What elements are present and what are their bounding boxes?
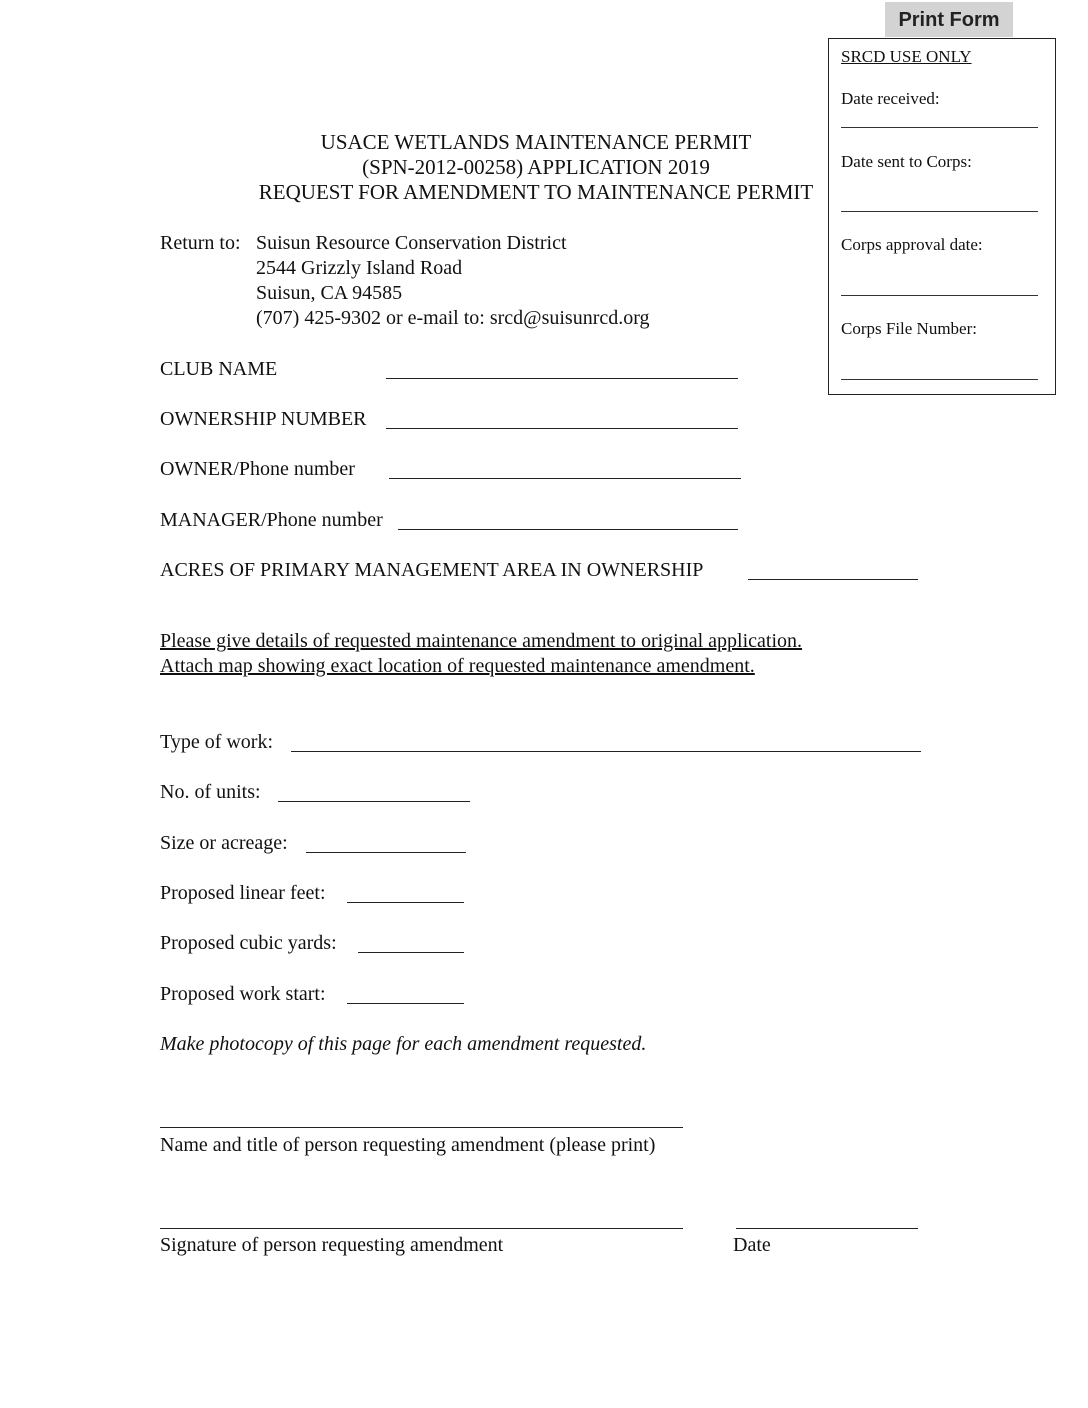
acres-label: ACRES OF PRIMARY MANAGEMENT AREA IN OWNERSHIP	[160, 559, 704, 581]
corps-file-number-field[interactable]	[841, 379, 1038, 380]
signature-label: Signature of person requesting amendment	[160, 1234, 504, 1256]
date-label: Date	[733, 1234, 771, 1256]
cubic-yards-field[interactable]	[358, 952, 464, 953]
type-of-work-label: Type of work:	[160, 731, 274, 753]
ownership-number-label: OWNERSHIP NUMBER	[160, 408, 367, 430]
form-title-line-1: USACE WETLANDS MAINTENANCE PERMIT	[320, 130, 752, 154]
date-sent-to-corps-label: Date sent to Corps:	[841, 152, 972, 171]
srcd-use-only-box	[828, 38, 1056, 395]
owner-phone-label: OWNER/Phone number	[160, 458, 355, 480]
owner-phone-field[interactable]	[389, 478, 741, 479]
return-to-label: Return to:	[160, 232, 241, 254]
manager-phone-field[interactable]	[398, 529, 738, 530]
work-start-label: Proposed work start:	[160, 983, 326, 1005]
acres-field[interactable]	[748, 579, 918, 580]
signature-field[interactable]	[160, 1228, 683, 1229]
form-title-line-3: REQUEST FOR AMENDMENT TO MAINTENANCE PERMIT	[258, 180, 814, 204]
name-title-field[interactable]	[160, 1127, 683, 1128]
photocopy-note: Make photocopy of this page for each amendment requested.	[160, 1033, 647, 1055]
ownership-number-field[interactable]	[386, 428, 738, 429]
srcd-use-only-heading: SRCD USE ONLY	[841, 47, 972, 66]
club-name-label: CLUB NAME	[160, 358, 278, 380]
corps-approval-date-label: Corps approval date:	[841, 235, 983, 254]
size-or-acreage-label: Size or acreage:	[160, 832, 288, 854]
no-of-units-label: No. of units:	[160, 781, 261, 803]
work-start-field[interactable]	[347, 1003, 464, 1004]
print-form-button[interactable]: Print Form	[885, 2, 1013, 37]
linear-feet-label: Proposed linear feet:	[160, 882, 326, 904]
return-contact: (707) 425-9302 or e-mail to: srcd@suisunrcd.org	[256, 307, 650, 329]
cubic-yards-label: Proposed cubic yards:	[160, 932, 337, 954]
instructions-line-1: Please give details of requested maintenance amendment to original application.	[160, 630, 803, 652]
linear-feet-field[interactable]	[347, 902, 464, 903]
date-received-label: Date received:	[841, 89, 940, 108]
date-received-field[interactable]	[841, 127, 1038, 128]
no-of-units-field[interactable]	[278, 801, 470, 802]
name-title-label: Name and title of person requesting amendment (please print)	[160, 1134, 656, 1156]
corps-approval-date-field[interactable]	[841, 295, 1038, 296]
date-sent-to-corps-field[interactable]	[841, 211, 1038, 212]
club-name-field[interactable]	[386, 378, 738, 379]
type-of-work-field[interactable]	[291, 751, 921, 752]
form-title-line-2: (SPN-2012-00258) APPLICATION 2019	[362, 155, 710, 179]
size-or-acreage-field[interactable]	[306, 852, 466, 853]
return-city: Suisun, CA 94585	[256, 282, 403, 304]
corps-file-number-label: Corps File Number:	[841, 319, 977, 338]
instructions-line-2: Attach map showing exact location of requested maintenance amendment.	[160, 655, 755, 677]
return-street: 2544 Grizzly Island Road	[256, 257, 463, 279]
return-org: Suisun Resource Conservation District	[256, 232, 567, 254]
manager-phone-label: MANAGER/Phone number	[160, 509, 383, 531]
date-field[interactable]	[736, 1228, 918, 1229]
